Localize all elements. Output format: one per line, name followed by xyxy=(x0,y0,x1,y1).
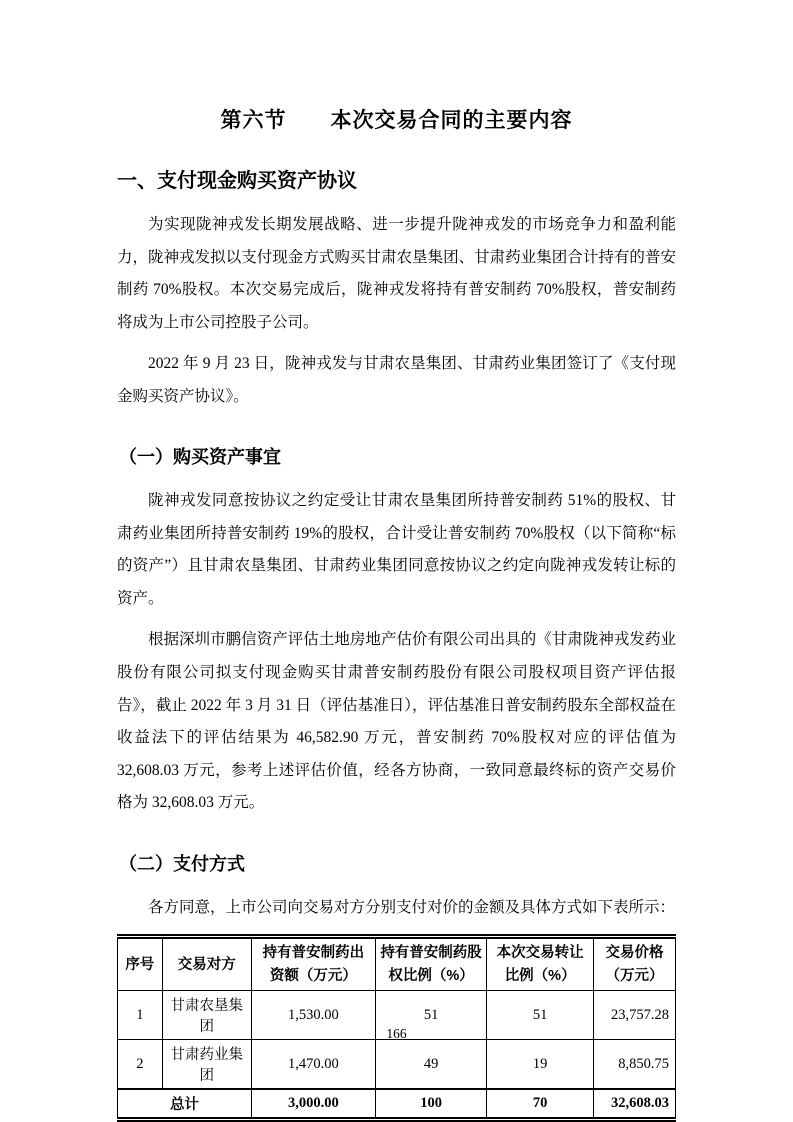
cell-total-transfer-ratio: 70 xyxy=(487,1089,594,1120)
cell-price: 23,757.28 xyxy=(593,991,675,1040)
cell-equity-ratio: 51 xyxy=(375,991,487,1040)
col-header-counterparty: 交易对方 xyxy=(162,937,251,991)
cell-equity-ratio: 49 xyxy=(375,1040,487,1090)
cell-capital: 1,530.00 xyxy=(251,991,375,1040)
cell-counterparty: 甘肃药业集团 xyxy=(162,1040,251,1090)
cell-seq: 1 xyxy=(118,991,163,1040)
table-total-row xyxy=(118,1089,676,1120)
subsection-heading-payment-method: （二）支付方式 xyxy=(119,853,245,874)
paragraph: 2022 年 9 月 23 日，陇神戎发与甘肃农垦集团、甘肃药业集团签订了《支付现金购买资产协议》。 xyxy=(117,355,676,405)
paragraph: 根据深圳市鹏信资产评估土地房地产估价有限公司出具的《甘肃陇神戎发药业股份有限公司拟支付现金购买甘肃普安制药股份有限公司股权项目资产评估报告》，截止 2022 年 3 月 31 日（评估基准日），评估基准日普安制药股东全部权益在收益法下的评估结果为 46,582.90 万元，普安制药 70%股权对应的评估值为 32,608.03 万元，参考上述评估价值，经各方协商，一致同意最终标的资产交易价格为 32,608.03 万元。 xyxy=(117,631,676,812)
col-header-seq: 序号 xyxy=(118,937,163,991)
col-header-transfer-ratio: 本次交易转让比例（%） xyxy=(487,937,594,991)
col-header-equity-ratio: 持有普安制药股权比例（%） xyxy=(375,937,487,991)
cell-total-label: 总计 xyxy=(118,1089,252,1120)
table-row xyxy=(118,1040,676,1090)
section-heading-payment-agreement: 一、支付现金购买资产协议 xyxy=(117,170,357,192)
cell-total-capital: 3,000.00 xyxy=(251,1089,375,1120)
subsection-heading-asset-purchase: （一）购买资产事宜 xyxy=(119,447,281,468)
cell-transfer-ratio: 51 xyxy=(487,991,594,1040)
cell-total-equity-ratio: 100 xyxy=(375,1089,487,1120)
col-header-capital: 持有普安制药出资额（万元） xyxy=(251,937,375,991)
paragraph: 各方同意，上市公司向交易对方分别支付对价的金额及具体方式如下表所示： xyxy=(148,898,676,916)
cell-capital: 1,470.00 xyxy=(251,1040,375,1090)
paragraph: 为实现陇神戎发长期发展战略、进一步提升陇神戎发的市场竞争力和盈利能力，陇神戎发拟以支付现金方式购买甘肃农垦集团、甘肃药业集团合计持有的普安制药 70%股权。本次交易完成后，陇神戎发将持有普安制药 70%股权，普安制药将成为上市公司控股子公司。 xyxy=(117,216,676,331)
paragraph: 陇神戎发同意按协议之约定受让甘肃农垦集团所持普安制药 51%的股权、甘肃药业集团所持普安制药 19%的股权，合计受让普安制药 70%股权（以下简称“标的资产”）且甘肃农垦集团、甘肃药业集团同意按协议之约定向陇神戎发转让标的资产。 xyxy=(117,492,676,607)
cell-transfer-ratio: 19 xyxy=(487,1040,594,1090)
cell-counterparty: 甘肃农垦集团 xyxy=(162,991,251,1040)
cell-seq: 2 xyxy=(118,1040,163,1090)
page-number: 166 xyxy=(386,1026,407,1041)
cell-price: 8,850.75 xyxy=(593,1040,675,1090)
cell-total-price: 32,608.03 xyxy=(593,1089,675,1120)
page-title: 第六节 本次交易合同的主要内容 xyxy=(220,109,573,132)
col-header-price: 交易价格（万元） xyxy=(593,937,675,991)
table-header-row xyxy=(118,937,676,991)
